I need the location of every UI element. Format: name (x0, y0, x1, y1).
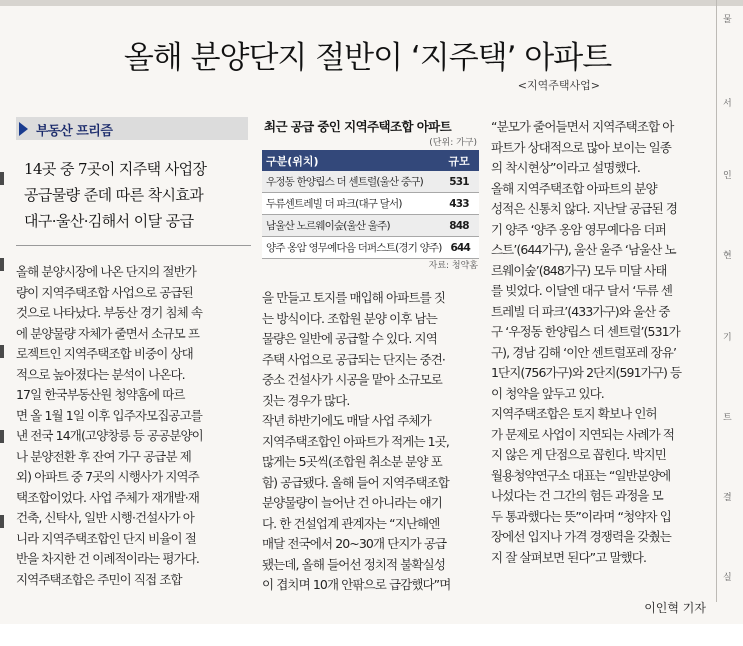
body-line: 나섰다는 건 그간의 험든 과정을 모 (491, 488, 663, 503)
body-line: 주택 사업으로 공급되는 단지는 중견· (262, 351, 445, 367)
adjacent-article-fragment: 결 (723, 493, 732, 503)
table-cell-name: 우정동 한양립스 더 센트럴(울산 중구) (266, 176, 423, 188)
table-row (262, 237, 479, 259)
body-line: 지역주택조합은 토지 확보나 인허 (491, 406, 657, 421)
body-line: 택조합이었다. 사업 주체가 재개발·재 (16, 489, 199, 505)
table-row (262, 171, 479, 193)
table-header-value: 규모 (448, 154, 470, 168)
body-line: 월용청약연구소 대표는 “일반분양에 (491, 467, 671, 483)
body-line: 이 겹치며 10개 안팎으로 급감했다”며 (262, 577, 451, 592)
body-line: 구 ‘우정동 한양립스 더 센트럴’(531가 (491, 324, 680, 339)
deck-divider (16, 245, 251, 246)
body-line: 는 방식이다. 조합원 분양 이후 남는 (262, 310, 437, 326)
body-line: 됐는데, 올해 들어선 정치적 불확실성 (262, 556, 445, 572)
body-line: 이 청약을 앞두고 있다. (491, 385, 604, 401)
body-line: 많게는 5곳씩(조합원 취소분 분양 포 (262, 454, 442, 469)
body-line: 것으로 나타났다. 부동산 경기 침체 속 (16, 305, 203, 320)
body-line: 를 빚었다. 이달엔 대구 달서 ‘두류 센 (491, 283, 673, 298)
column-divider (716, 0, 717, 602)
adjacent-article-fragment: 인 (723, 171, 732, 181)
table-cell-name: 두류센트레빌 더 파크(대구 달서) (266, 198, 402, 210)
left-column-fragment (0, 515, 4, 528)
body-line: 로젝트인 지역주택조합 비중이 상대 (16, 346, 193, 361)
body-line: 올해 분양시장에 나온 단지의 절반가 (16, 264, 196, 279)
body-line: 올해 지역주택조합 아파트의 분양 (491, 180, 657, 196)
table-cell-name: 양주 옹암 영무예다음 더퍼스트(경기 양주) (266, 242, 442, 254)
body-line: 스트’(644가구), 울산 울주 ‘남울산 노 (491, 242, 676, 257)
triangle-marker-icon (19, 122, 28, 136)
body-line: 분양물량이 늘어난 건 아니라는 얘기 (262, 495, 442, 510)
deck (24, 156, 254, 234)
body-line: 물량은 일반에 공급할 수 있다. 지역 (262, 331, 437, 346)
table-title: 최근 공급 중인 지역주택조합 아파트 (264, 119, 452, 134)
left-column-fragment (0, 258, 4, 271)
adjacent-article-fragment: 물 (723, 15, 732, 25)
body-line: 지 잘 살펴보면 된다”고 말했다. (491, 549, 647, 565)
body-line: 구), 경남 김해 ‘이안 센트럴포레 장유’ (491, 344, 677, 360)
body-line: 량이 지역주택조합 사업으로 공급된 (16, 284, 193, 300)
subhead: <지역주택사업> (517, 79, 600, 92)
table-header-row (262, 150, 479, 171)
supply-table (262, 150, 479, 259)
article-column-1 (16, 262, 203, 590)
body-line: 1단지(756가구)와 2단지(591가구) 등 (491, 365, 682, 380)
body-line: 지 않은 게 단점으로 꼽힌다. 박지민 (491, 447, 666, 462)
table-cell-value: 644 (450, 241, 471, 254)
table-row (262, 193, 479, 215)
table-cell-value: 848 (449, 219, 469, 232)
body-line: 짓는 경우가 많다. (262, 392, 350, 408)
body-line: 지역주택조합인 아파트가 적게는 1곳, (262, 433, 449, 449)
body-line: 성적은 신통치 않다. 지난달 공급된 경 (491, 201, 678, 216)
body-line: 가 문제로 사업이 지연되는 사례가 적 (491, 426, 674, 442)
body-line: 을 만들고 토지를 매입해 아파트를 짓 (262, 290, 445, 305)
body-line: 파트가 상대적으로 많아 보이는 일종 (491, 139, 671, 155)
body-line: 외) 아파트 중 7곳의 시행사가 지역주 (16, 469, 199, 484)
body-line: 작년 하반기에도 매달 사업 주체가 (262, 413, 431, 428)
body-line: 면 올 1월 1일 이후 입주자모집공고를 (16, 407, 202, 423)
deck-line: 14곳 중 7곳이 지주택 사업장 (24, 160, 207, 178)
table-cell-value: 531 (449, 175, 469, 188)
adjacent-article-fragment: 트 (723, 413, 732, 423)
body-line: 두 통과했다는 뜻”이라며 “청약자 입 (491, 508, 671, 524)
body-line: 트레빌 더 파크’(433가구)와 울산 중 (491, 303, 670, 319)
table-row (262, 215, 479, 237)
headline: 올해 분양단지 절반이 ‘지주택’ 아파트 (123, 40, 612, 76)
left-column-fragment (0, 172, 4, 185)
body-line: 기 양주 ‘양주 옹암 영무예다음 더퍼 (491, 221, 666, 237)
body-line: 에 분양물량 자체가 줄면서 소규모 프 (16, 325, 199, 341)
table-body (262, 171, 479, 259)
body-line: 다. 한 건설업계 관계자는 “지난해엔 (262, 515, 440, 531)
deck-line: 공급물량 준데 따른 착시효과 (24, 186, 204, 204)
adjacent-article-fragment: 현 (723, 251, 732, 261)
table-cell-value: 433 (449, 197, 469, 210)
body-line: 지역주택조합은 주민이 직접 조합 (16, 571, 182, 587)
left-column-fragment (0, 430, 4, 443)
page-bottom-margin (0, 624, 743, 646)
body-line: 매달 전국에서 20~30개 단지가 공급 (262, 536, 447, 551)
article-column-3 (491, 117, 681, 568)
adjacent-article-fragment: 기 (723, 333, 732, 343)
body-line: 적으로 높아졌다는 분석이 나온다. (16, 366, 185, 382)
body-line: 니라 지역주택조합인 단지 비율이 절 (16, 530, 196, 546)
adjacent-article-fragment: 실 (723, 573, 732, 583)
body-line: 건축, 신탁사, 일반 시행·건설사가 아 (16, 510, 194, 525)
byline: 이인혁 기자 (644, 601, 706, 615)
table-header-name: 구분(위치) (266, 154, 319, 168)
body-line: 의 착시현상”이라고 설명했다. (491, 160, 640, 175)
article-column-2 (262, 288, 450, 596)
body-line: 반을 차지한 건 이례적이라는 평가다. (16, 551, 199, 566)
table-cell-name: 남울산 노르웨이숲(울산 울주) (266, 220, 390, 232)
table-unit: (단위: 가구) (429, 138, 477, 148)
left-column-fragment (0, 345, 4, 358)
table-source: 자료: 청약홈 (428, 261, 478, 271)
body-line: 르웨이숲’(848가구) 모두 미달 사태 (491, 262, 667, 278)
body-line: 함) 공급됐다. 올해 들어 지역주택조합 (262, 474, 449, 490)
body-line: 중소 건설사가 시공을 맡아 소규모로 (262, 372, 442, 387)
body-line: 17일 한국부동산원 청약홈에 따르 (16, 387, 185, 402)
deck-line: 대구·울산·김해서 이달 공급 (24, 212, 194, 230)
top-rule (0, 0, 743, 6)
section-kicker-label: 부동산 프리즘 (36, 124, 113, 139)
body-line: 나 분양전환 후 잔여 가구 공급분 제 (16, 448, 191, 464)
body-line: “분모가 줄어들면서 지역주택조합 아 (491, 119, 674, 134)
adjacent-article-fragment: 서 (723, 99, 732, 109)
body-line: 낸 전국 14개(고양창릉 등 공공분양이 (16, 428, 203, 443)
body-line: 장에선 입지나 가격 경쟁력을 갖췄는 (491, 529, 671, 544)
